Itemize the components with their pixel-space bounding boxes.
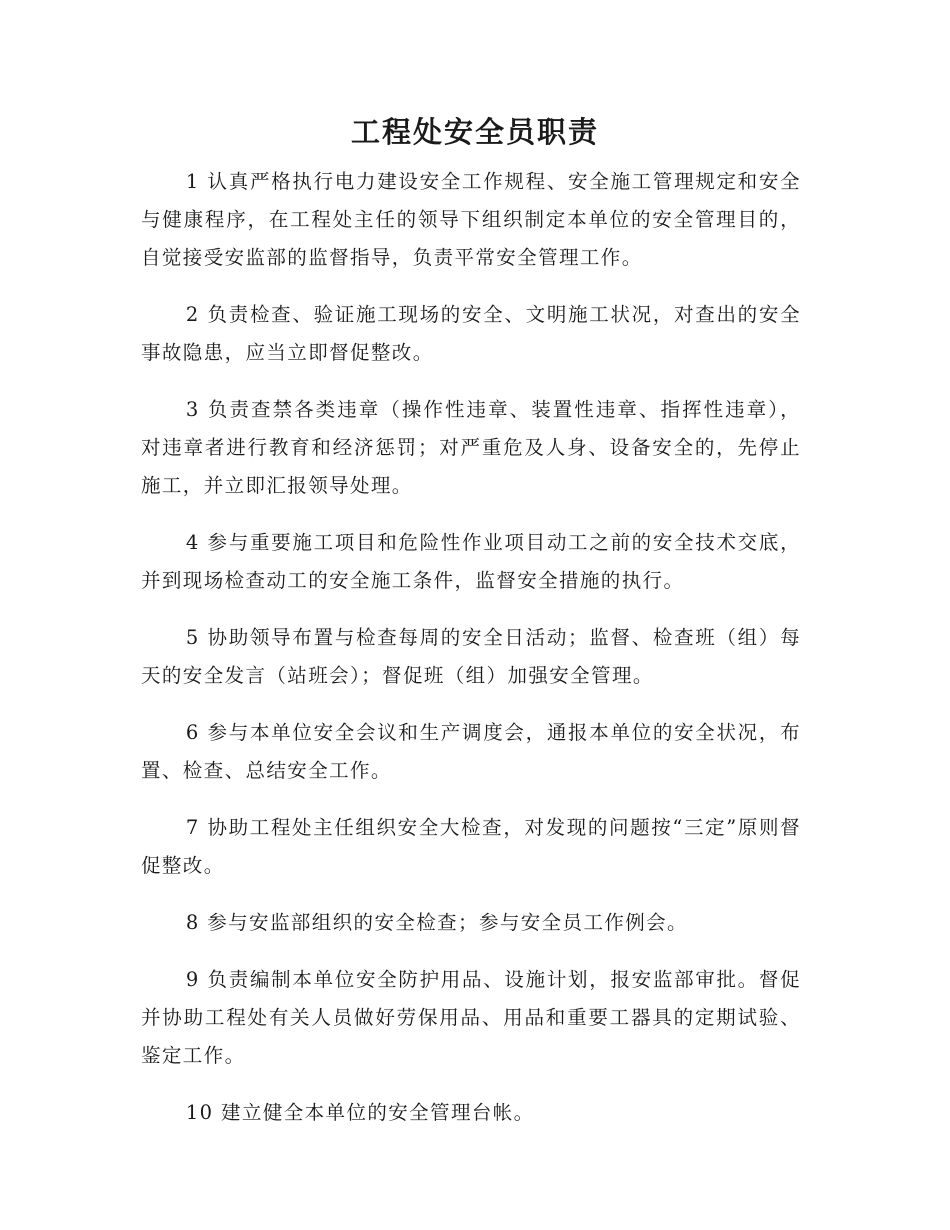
paragraph-5: 5 协助领导布置与检查每周的安全日活动；监督、检查班（组）每天的安全发言（站班会）；督促班（组）加强安全管理。 (141, 626, 801, 687)
document-body (141, 163, 801, 1151)
paragraph-8: 8 参与安监部组织的安全检查；参与安全员工作例会。 (185, 911, 688, 934)
paragraph-3: 3 负责查禁各类违章（操作性违章、装置性违章、指挥性违章），对违章者进行教育和经济惩罚；对严重危及人身、设备安全的，先停止施工，并立即汇报领导处理。 (141, 398, 801, 497)
paragraph-9: 9 负责编制本单位安全防护用品、设施计划，报安监部审批。督促并协助工程处有关人员做好劳保用品、用品和重要工器具的定期试验、鉴定工作。 (141, 968, 801, 1067)
paragraph-7: 7 协助工程处主任组织安全大检查，对发现的问题按“三定”原则督促整改。 (141, 816, 801, 877)
paragraph-1: 1 认真严格执行电力建设安全工作规程、安全施工管理规定和安全与健康程序，在工程处主任的领导下组织制定本单位的安全管理目的，自觉接受安监部的监督指导，负责平常安全管理工作。 (141, 170, 801, 269)
paragraph-10: 10 建立健全本单位的安全管理台帐。 (185, 1101, 535, 1124)
paragraph-2: 2 负责检查、验证施工现场的安全、文明施工状况，对查出的安全事故隐患，应当立即督促整改。 (141, 303, 801, 364)
paragraph-6: 6 参与本单位安全会议和生产调度会，通报本单位的安全状况，布置、检查、总结安全工作。 (141, 721, 801, 782)
document-title: 工程处安全员职责 (350, 115, 599, 149)
paragraph-4: 4 参与重要施工项目和危险性作业项目动工之前的安全技术交底，并到现场检查动工的安全施工条件，监督安全措施的执行。 (141, 531, 801, 592)
